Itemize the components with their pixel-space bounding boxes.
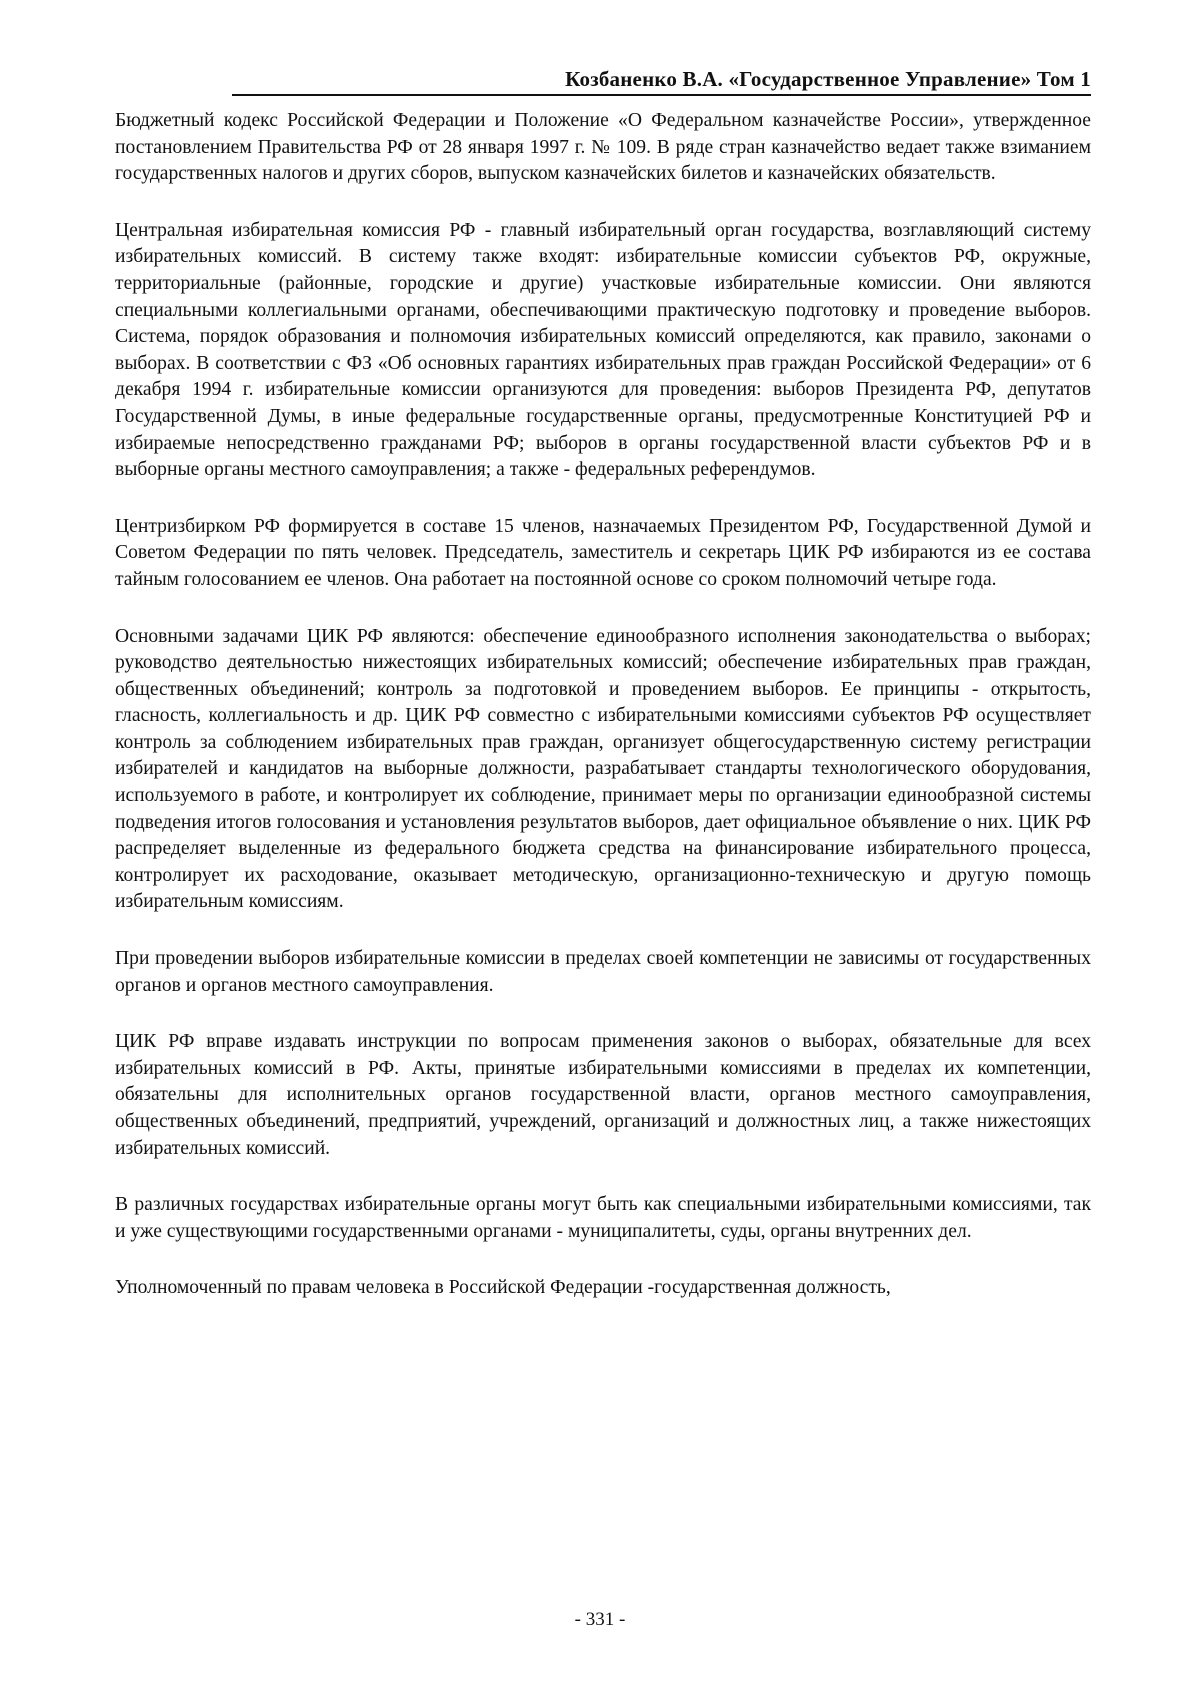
page-body [115,108,1091,1302]
paragraph-commission-independence: При проведении выборов избирательные комиссии в пределах своей компетенции не зависимы от государственных органов и органов местного самоуправления. [115,948,1091,996]
running-header [232,64,1091,96]
paragraph-cec-instructions: ЦИК РФ вправе издавать инструкции по вопросам применения законов о выборах, обязательные для всех избирательных комиссий в РФ. Акты, принятые избирательными комиссиями в пределах их компетенции, обязательны для исполнительных органов государственной власти, органов местного самоуправления, общественных объединений, предприятий, учреждений, организаций и должностных лиц, а также нижестоящих избирательных комиссий. [115,1031,1091,1159]
paragraph-treasury: Бюджетный кодекс Российской Федерации и Положение «О Федеральном казначействе России», утвержденное постановлением Правительства РФ от 28 января 1997 г. № 109. В ряде стран казначейство ведает также взиманием государственных налогов и других сборов, выпуском казначейских билетов и казначейских обязательств. [115,110,1091,185]
running-header-title: Козбаненко В.А. «Государственное Управление» Том 1 [565,67,1091,91]
paragraph-ombudsman: Уполномоченный по правам человека в Российской Федерации -государственная должность, [115,1277,891,1299]
paragraph-cec-tasks: Основными задачами ЦИК РФ являются: обеспечение единообразного исполнения законодательства о выборах; руководство деятельностью нижестоящих избирательных комиссий; обеспечение избирательных прав граждан, общественных объединений; контроль за подготовкой и проведением выборов. Ее принципы - открытость, гласность, коллегиальность и др. ЦИК РФ совместно с избирательными комиссиями субъектов РФ осуществляет контроль за соблюдением избирательных прав граждан, организует общегосударственную систему регистрации избирателей и кандидатов на выборные должности, разрабатывает стандарты технологического оборудования, используемого в работе, и контролирует их соблюдение, принимает меры по организации единообразной системы подведения итогов голосования и установления результатов выборов, дает официальное объявление о них. ЦИК РФ распределяет выделенные из федерального бюджета средства на финансирование избирательного процесса, контролирует их расходование, оказывает методическую, организационно-техническую и другую помощь избирательным комиссиям. [115,625,1091,913]
page-number: - 331 - [574,1609,626,1630]
paragraph-cec-composition: Центризбирком РФ формируется в составе 15 членов, назначаемых Президентом РФ, Государственной Думой и Советом Федерации по пять человек. Председатель, заместитель и секретарь ЦИК РФ избираются из ее состава тайным голосованием ее членов. Она работает на постоянной основе со сроком полномочий четыре года. [115,515,1091,590]
paragraph-other-states: В различных государствах избирательные органы могут быть как специальными избирательными комиссиями, так и уже существующими государственными органами - муниципалитеты, суды, органы внутренних дел. [115,1194,1091,1242]
paragraph-cec-system: Центральная избирательная комиссия РФ - главный избирательный орган государства, возглавляющий систему избирательных комиссий. В систему также входят: избирательные комиссии субъектов РФ, окружные, территориальные (районные, городские и другие) участковые избирательные комиссии. Они являются специальными коллегиальными органами, обеспечивающими практическую подготовку и проведение выборов. Система, порядок образования и полномочия избирательных комиссий определяются, как правило, законами о выборах. В соответствии с ФЗ «Об основных гарантиях избирательных прав граждан Российской Федерации» от 6 декабря 1994 г. избирательные комиссии организуются для проведения: выборов Президента РФ, депутатов Государственной Думы, в иные федеральные государственные органы, предусмотренные Конституцией РФ и избираемые непосредственно гражданами РФ; выборов в органы государственной власти субъектов РФ и в выборные органы местного самоуправления; а также - федеральных референдумов. [115,219,1091,481]
